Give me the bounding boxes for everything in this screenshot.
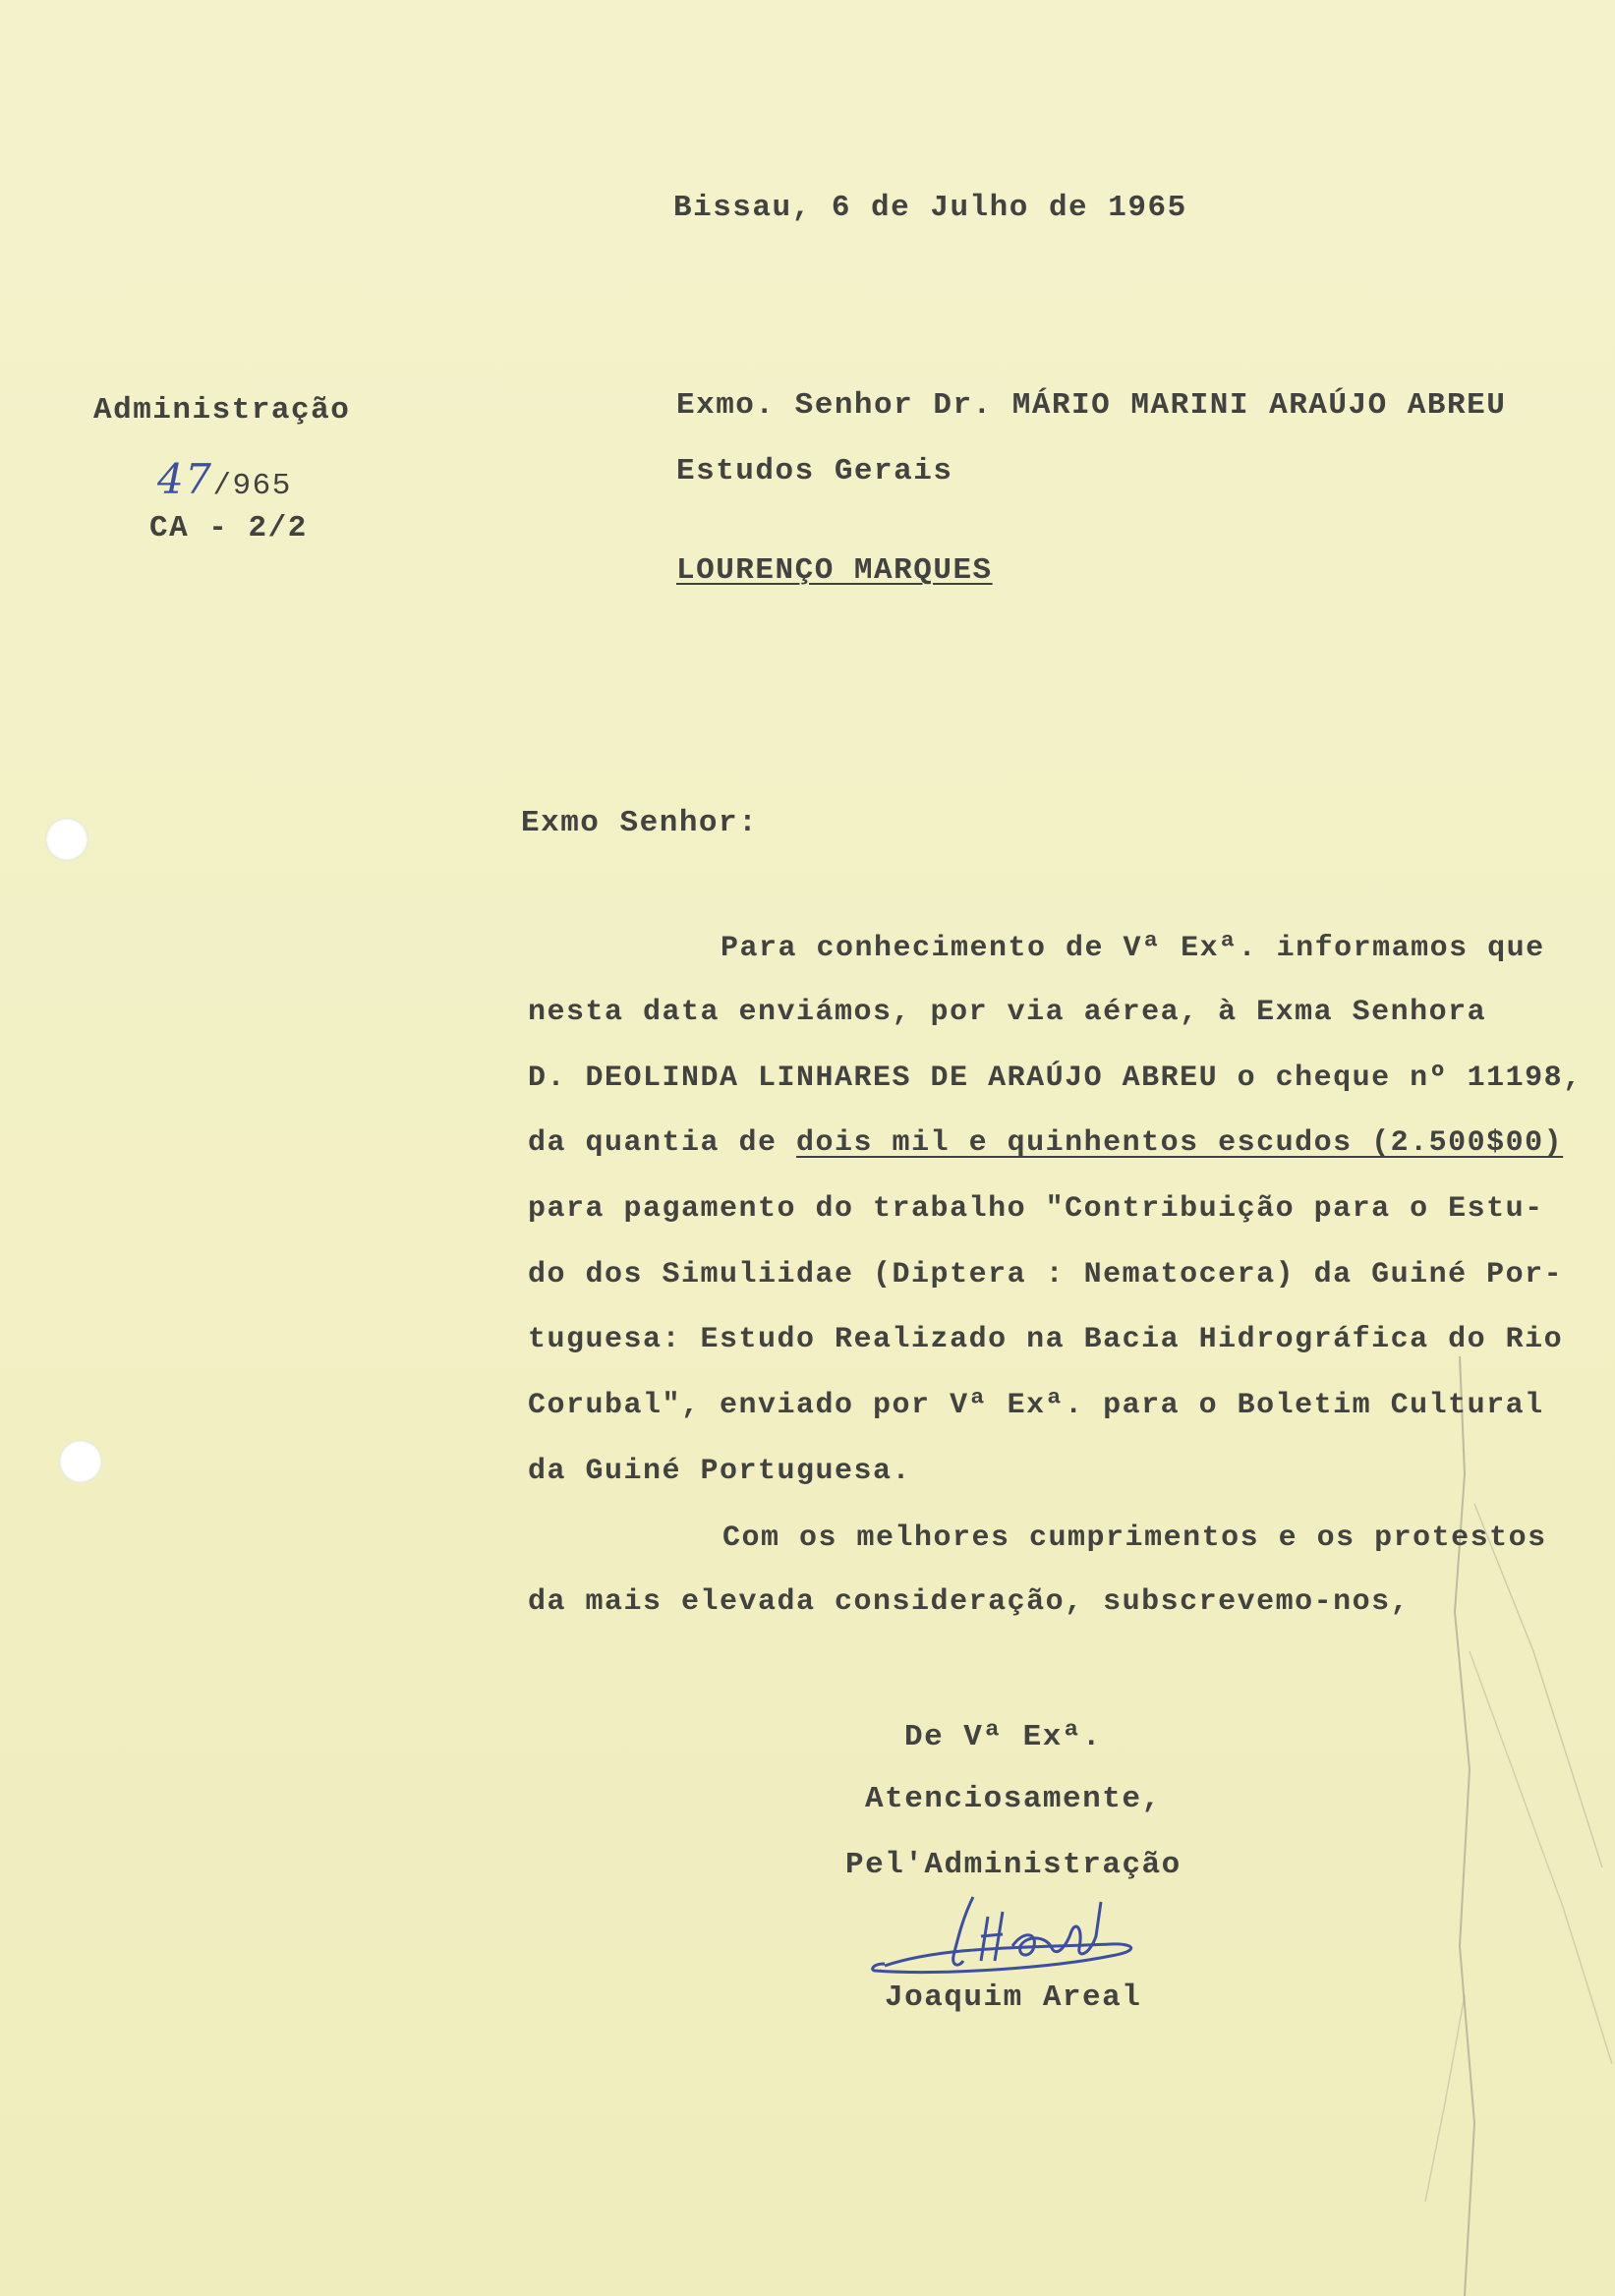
body-line: do dos Simuliidae (Diptera : Nematocera) da Guiné Por- xyxy=(528,1258,1564,1292)
closing-line: Atenciosamente, xyxy=(865,1782,1162,1816)
body-line: da mais elevada consideração, subscrevemo-nos, xyxy=(528,1585,1411,1619)
recipient-city: LOURENÇO MARQUES xyxy=(676,553,993,588)
body-line: D. DEOLINDA LINHARES DE ARAÚJO ABREU o cheque nº 11198, xyxy=(528,1062,1583,1095)
punch-hole xyxy=(45,818,88,861)
handwritten-signature xyxy=(865,1877,1160,1985)
amount-text: dois mil e quinhentos escudos (2.500$00) xyxy=(796,1126,1564,1160)
body-line: nesta data enviámos, por via aérea, à Exma Senhora xyxy=(528,996,1487,1029)
body-line: da Guiné Portuguesa. xyxy=(528,1455,912,1488)
body-line: Corubal", enviado por Vª Exª. para o Boletim Cultural xyxy=(528,1389,1544,1422)
paper-crease xyxy=(1415,1356,1615,2296)
body-line: para pagamento do trabalho "Contribuição para o Estu- xyxy=(528,1192,1544,1226)
amount-prefix: da quantia de xyxy=(528,1126,797,1160)
punch-hole xyxy=(59,1440,102,1483)
letter-date: Bissau, 6 de Julho de 1965 xyxy=(673,191,1187,225)
closing-line: Pel'Administração xyxy=(845,1848,1182,1882)
salutation: Exmo Senhor: xyxy=(521,806,759,840)
recipient-name: Exmo. Senhor Dr. MÁRIO MARINI ARAÚJO ABREU xyxy=(676,388,1507,423)
body-line: Para conhecimento de Vª Exª. informamos que xyxy=(721,932,1545,965)
handwritten-number: 47 xyxy=(157,455,213,503)
reference-code: CA - 2/2 xyxy=(149,511,308,545)
reference-number xyxy=(157,455,292,503)
reference-year: /965 xyxy=(212,469,292,503)
reference-department: Administração xyxy=(93,393,351,428)
body-line: Com os melhores cumprimentos e os protestos xyxy=(722,1521,1547,1555)
closing-line: De Vª Exª. xyxy=(904,1720,1103,1754)
body-line-amount xyxy=(528,1126,1563,1160)
recipient-institution: Estudos Gerais xyxy=(676,454,953,488)
signer-name: Joaquim Areal xyxy=(885,1980,1142,2015)
body-line: tuguesa: Estudo Realizado na Bacia Hidrográfica do Rio xyxy=(528,1323,1564,1356)
